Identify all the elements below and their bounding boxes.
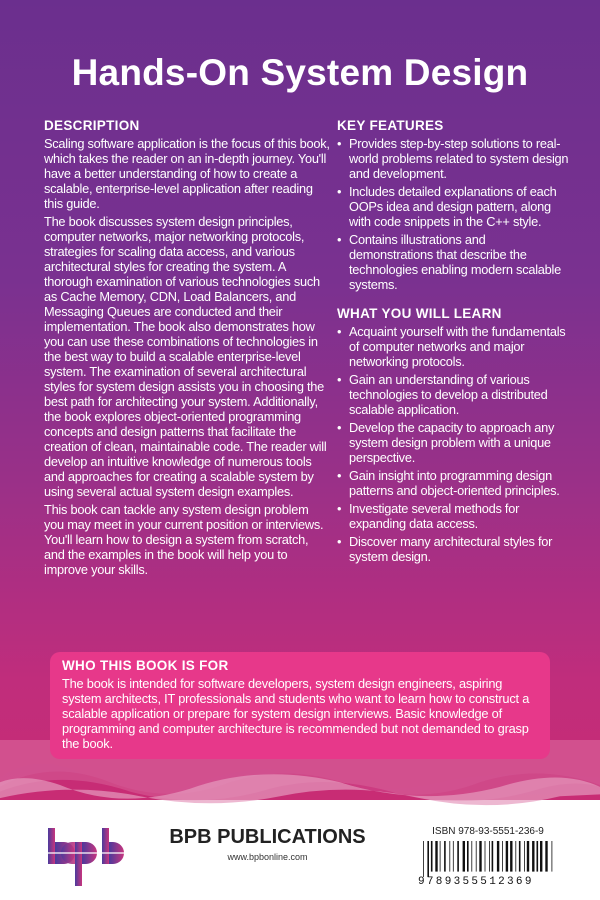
barcode-bar (545, 841, 547, 872)
audience-box (50, 652, 550, 759)
audience-heading: WHO THIS BOOK IS FOR (62, 658, 229, 673)
barcode-bar (449, 841, 450, 872)
barcode-bar (431, 841, 433, 872)
barcode-bar (515, 841, 516, 872)
bpb-logo (48, 828, 124, 886)
list-item: • Discover many architectural styles for system design. (337, 534, 569, 564)
list-item: • Provides step-by-step solutions to real-world problems related to system design and development. (337, 136, 569, 181)
barcode-bar (444, 841, 446, 872)
barcode-bar (485, 841, 486, 872)
barcode-bar (463, 841, 465, 872)
barcode-bar (467, 841, 469, 872)
list-item: • Investigate several methods for expanding data access. (337, 501, 569, 531)
barcode-bar (489, 841, 490, 872)
barcode-bar (423, 841, 424, 877)
barcode-bar (457, 841, 459, 872)
learn-list (337, 324, 569, 564)
audience-text: The book is intended for software developers, system design engineers, aspiring system architects, IT professionals and students who want to learn how to construct a scalable application or prepare for system design interviews. Basic knowledge of programming and computer architecture is recommended but not demanded to grasp the book. (62, 676, 530, 751)
barcode-bar (527, 841, 529, 872)
publisher-name: BPB PUBLICATIONS (169, 826, 366, 848)
description-paragraph: This book can tackle any system design problem you may meet in your current position or interviews. You'll learn how to design a system from scratch, and the examples in the book will help you to improve your skills. (44, 502, 324, 577)
list-item: • Gain an understanding of various technologies to develop a distributed scalable application. (337, 372, 569, 417)
description-paragraph: The book discusses system design principles, computer networks, major networking protocols, strategies for scaling data access, and various architectural styles for creating the system. A thorough examination of various technologies such as Cache Memory, CDN, Load Balancers, and Messaging Queues are conducted and their implementation. The book also demonstrates how you can use these combinations of technologies in the best way to build a scalable enterprise-level system. The examination of several architectural styles for system design assists you in choosing the best path for architecting your system. Additionally, the book explores object-oriented programming concepts and design patterns that facilitate the creation of clean, maintainable code. The reader will develop an intuitive knowledge of numerous tools and approaches for creating a scalable system by using several actual system design examples. (44, 214, 327, 499)
barcode-bar (537, 841, 539, 872)
list-item: • Develop the capacity to approach any system design problem with a unique perspective. (337, 420, 569, 465)
barcode-bar (435, 841, 437, 872)
right-column (337, 118, 569, 567)
barcode-bar (492, 841, 494, 872)
description-section (44, 118, 330, 580)
barcode-bar (506, 841, 508, 872)
list-item: • Acquaint yourself with the fundamentals of computer networks and major networking protocols. (337, 324, 569, 369)
barcode-bar (453, 841, 454, 872)
barcode (423, 841, 555, 877)
barcode-bar (497, 841, 499, 872)
barcode-digits: 9789355512369 (418, 876, 534, 888)
key-features-heading: KEY FEATURES (337, 118, 444, 133)
description-heading: DESCRIPTION (44, 118, 140, 133)
list-item: • Contains illustrations and demonstrations that describe the technologies enabling modern scalable systems. (337, 232, 569, 292)
barcode-bar (440, 841, 441, 872)
barcode-bar (552, 841, 553, 872)
list-item: • Includes detailed explanations of each OOPs idea and design pattern, along with code snippets in the C++ style. (337, 184, 569, 229)
barcode-bar (427, 841, 429, 877)
key-features-list (337, 136, 569, 292)
book-title: Hands-On System Design (71, 52, 529, 93)
barcode-bar (510, 841, 512, 872)
barcode-bar (471, 841, 472, 872)
learn-heading: WHAT YOU WILL LEARN (337, 306, 502, 321)
isbn-label: ISBN 978-93-5551-236-9 (432, 826, 544, 837)
description-paragraph: Scaling software application is the focus of this book, which takes the reader on an in-depth journey. You'll have a better understanding of how to create a scalable, enterprise-level application after reading this guide. (44, 136, 330, 211)
publisher-url: www.bpbonline.com (227, 852, 308, 862)
barcode-bar (540, 841, 542, 872)
barcode-bar (502, 841, 503, 872)
publisher-block (165, 826, 370, 862)
list-item: • Gain insight into programming design patterns and object-oriented principles. (337, 468, 569, 498)
barcode-bar (479, 841, 481, 872)
barcode-bar (476, 841, 477, 872)
barcode-bar (524, 841, 525, 872)
barcode-bar (519, 841, 521, 872)
barcode-bar (532, 841, 534, 872)
